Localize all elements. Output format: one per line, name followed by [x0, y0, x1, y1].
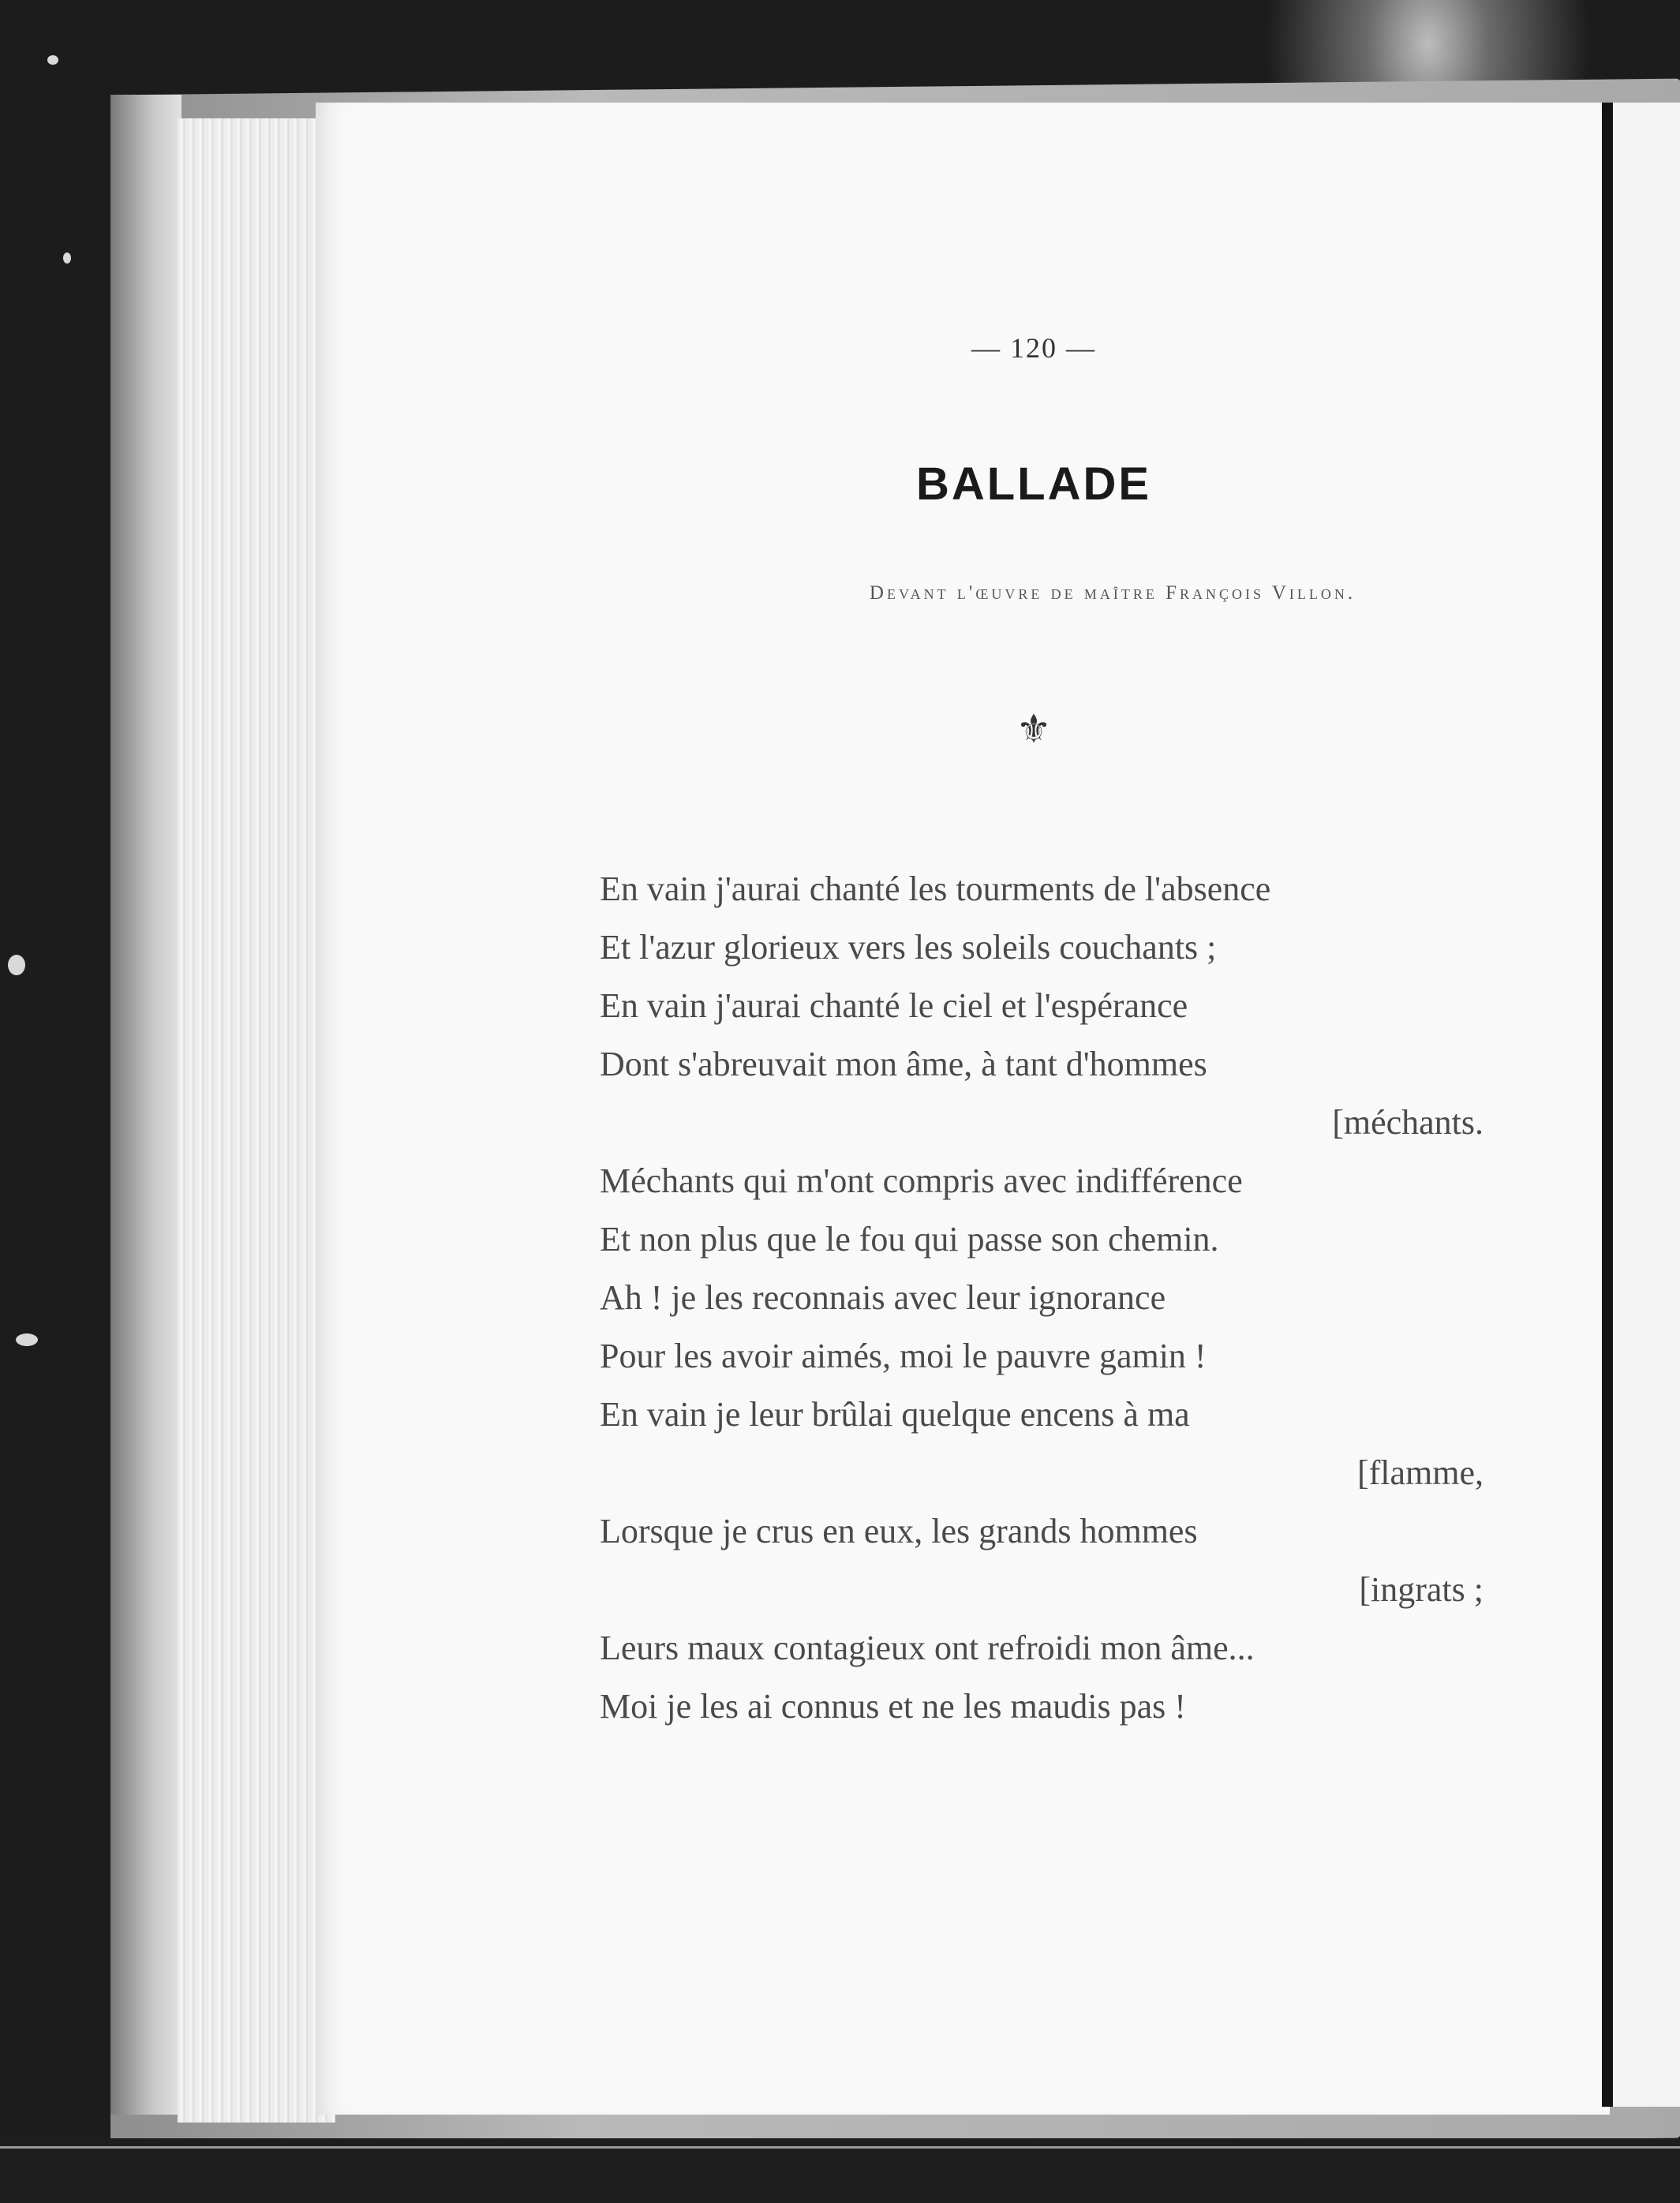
poem-line-continuation: [flamme,: [1356, 1453, 1484, 1492]
poem-body: [600, 860, 1484, 1736]
poem-line: Méchants qui m'ont compris avec indifférence: [600, 1161, 1243, 1200]
book-gutter: [1602, 103, 1613, 2107]
poem-line: En vain j'aurai chanté les tourments de l'absence: [600, 870, 1271, 908]
poem-line: En vain je leur brûlai quelque encens à ma: [600, 1395, 1190, 1434]
poem-line: Leurs maux contagieux ont refroidi mon âme...: [600, 1629, 1255, 1667]
poem-title: BALLADE: [915, 458, 1152, 510]
poem-dedication: Devant l'œuvre de maître François Villon.: [869, 582, 1356, 604]
film-bottom-rule: [0, 2146, 1680, 2149]
fleur-de-lis-ornament: ⚜: [1016, 707, 1052, 751]
cover-edge: [110, 95, 181, 2115]
poem-line: Et non plus que le fou qui passe son chemin.: [600, 1220, 1219, 1259]
dust-speck: [16, 1333, 38, 1346]
facing-page-edge: [1613, 103, 1680, 2107]
page-number: — 120 —: [971, 332, 1096, 364]
dust-speck: [47, 55, 58, 65]
poem-line: Moi je les ai connus et ne les maudis pas !: [600, 1687, 1186, 1726]
poem-line-continuation: [méchants.: [1332, 1103, 1484, 1142]
poem-line: Dont s'abreuvait mon âme, à tant d'hommes: [600, 1045, 1207, 1083]
dust-speck: [63, 252, 71, 264]
poem-line: Ah ! je les reconnais avec leur ignorance: [600, 1278, 1166, 1317]
poem-line: Lorsque je crus en eux, les grands hommes: [600, 1512, 1198, 1550]
poem-line: En vain j'aurai chanté le ciel et l'espérance: [600, 986, 1188, 1025]
poem-line-continuation: [ingrats ;: [1359, 1570, 1484, 1609]
poem-line: Et l'azur glorieux vers les soleils couchants ;: [600, 928, 1217, 967]
page-stack-edges: [178, 118, 335, 2123]
poem-line: Pour les avoir aimés, moi le pauvre gamin !: [600, 1337, 1207, 1375]
dust-speck: [8, 955, 25, 975]
